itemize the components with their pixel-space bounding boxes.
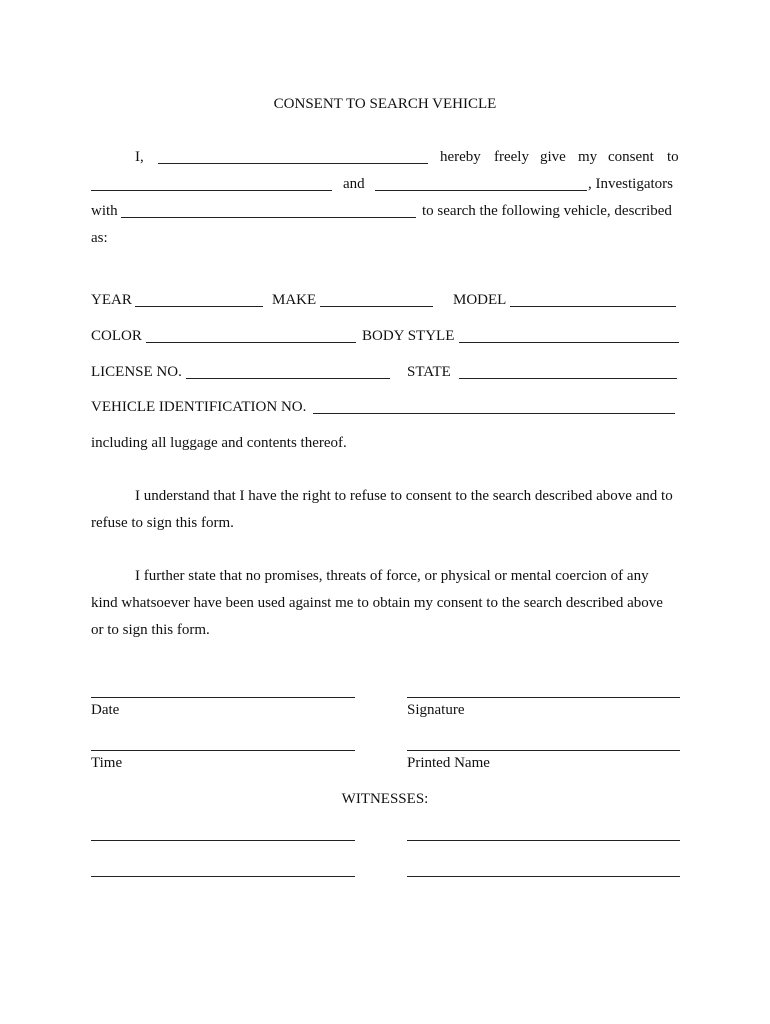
investigator-1-line[interactable] (91, 190, 332, 191)
year-label: YEAR (91, 292, 132, 308)
intro-word-consent: consent (608, 149, 654, 165)
intro-with: with (91, 203, 118, 219)
witness-2-printed-line[interactable] (407, 876, 680, 877)
coercion-paragraph-line-2: kind whatsoever have been used against me to obtain my consent to the search described above (91, 595, 663, 611)
intro-investigators: , Investigators (588, 176, 673, 192)
form-title: CONSENT TO SEARCH VEHICLE (273, 96, 497, 112)
license-no-line[interactable] (186, 378, 390, 379)
witness-1-printed-line[interactable] (91, 876, 355, 877)
state-line[interactable] (459, 378, 677, 379)
body-style-label: BODY STYLE (362, 328, 455, 344)
date-line[interactable] (91, 697, 355, 698)
intro-word-my: my (578, 149, 598, 165)
consenter-name-line[interactable] (158, 163, 428, 164)
coercion-paragraph-line-1: I further state that no promises, threats of force, or physical or mental coercion of any (135, 568, 649, 584)
intro-i-label: I, (135, 149, 144, 165)
intro-and: and (343, 176, 365, 192)
refuse-paragraph-line-1: I understand that I have the right to refuse to consent to the search described above and to (135, 488, 673, 504)
witness-2-signature-line[interactable] (407, 840, 680, 841)
intro-word-hereby: hereby (440, 149, 481, 165)
including-text: including all luggage and contents thereof. (91, 435, 347, 451)
color-line[interactable] (146, 342, 356, 343)
make-line[interactable] (320, 306, 433, 307)
intro-to-search: to search the following vehicle, described (422, 203, 672, 219)
coercion-paragraph-line-3: or to sign this form. (91, 622, 210, 638)
model-label: MODEL (453, 292, 507, 308)
state-label: STATE (407, 364, 451, 380)
intro-word-to: to (667, 149, 679, 165)
printed-name-label: Printed Name (407, 755, 490, 771)
make-label: MAKE (272, 292, 317, 308)
refuse-paragraph-line-2: refuse to sign this form. (91, 515, 234, 531)
intro-as: as: (91, 230, 108, 246)
license-no-label: LICENSE NO. (91, 364, 182, 380)
signature-line[interactable] (407, 697, 680, 698)
witness-1-signature-line[interactable] (91, 840, 355, 841)
vin-label: VEHICLE IDENTIFICATION NO. (91, 399, 307, 415)
year-line[interactable] (135, 306, 263, 307)
color-label: COLOR (91, 328, 142, 344)
signature-label: Signature (407, 702, 465, 718)
agency-line[interactable] (121, 217, 416, 218)
investigator-2-line[interactable] (375, 190, 587, 191)
intro-word-give: give (540, 149, 566, 165)
time-line[interactable] (91, 750, 355, 751)
date-label: Date (91, 702, 120, 718)
time-label: Time (91, 755, 123, 771)
body-style-line[interactable] (459, 342, 679, 343)
intro-word-freely: freely (494, 149, 529, 165)
model-line[interactable] (510, 306, 676, 307)
vin-line[interactable] (313, 413, 675, 414)
printed-name-line[interactable] (407, 750, 680, 751)
witnesses-heading: WITNESSES: (341, 791, 429, 807)
